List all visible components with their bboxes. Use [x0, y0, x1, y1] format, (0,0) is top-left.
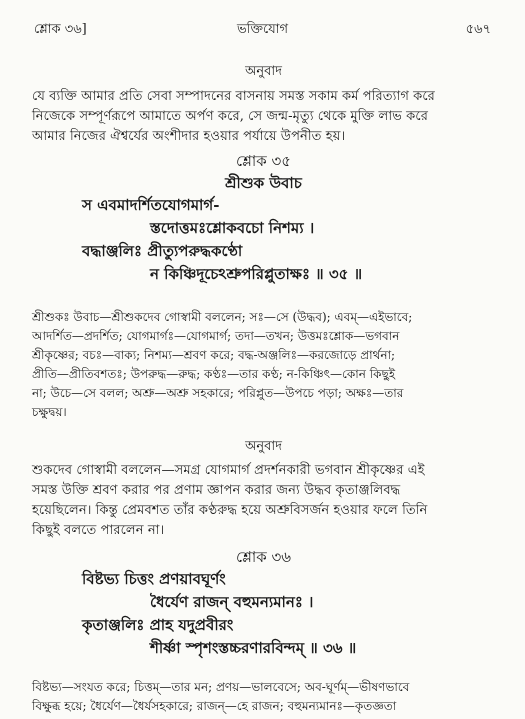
synonym-line: প্রীতি—প্রীতিবশতঃ; উপরুদ্ধ—রুদ্ধ; কণ্ঠঃ—তার কণ্ঠ; ন-কিঞ্চিৎ—কোন কিছুই	[32, 367, 396, 381]
synonym-line: শ্রীকৃষ্ণের; বচঃ—বাক্য; নিশম্য—শ্রবণ করে; বদ্ধ-অঞ্জলিঃ—করজোড়ে প্রার্থনা;	[32, 348, 396, 362]
translation-line: যে ব্যক্তি আমার প্রতি সেবা সম্পাদনের বাসনায় সমস্ত সকাম কর্ম পরিত্যাগ করে	[32, 89, 435, 104]
verse-line: স্তদোত্তমঃশ্লোকবচো নিশম্য ।	[150, 219, 315, 237]
synonym-line: বিষ্টভ্য—সংযত করে; চিত্তম্—তার মন; প্রণয়—ভালবেসে; অব-ঘূর্ণম্—ভীষণভাবে	[32, 680, 410, 694]
synonym-line: শ্রীশুকঃ উবাচ—শ্রীশুকদেব গোস্বামী বললেন; সঃ—সে (উদ্ধব); এবম্—এইভাবে;	[32, 310, 413, 324]
translation-line: হয়েছিলেন। কিন্তু প্রেমবশত তাঁর কণ্ঠরুদ্ধ হয়ে অশ্রুবিসর্জন হওয়ার ফলে তিনি	[32, 503, 428, 518]
translation-line: শুকদেব গোস্বামী বললেন—সমগ্র যোগমার্গ প্রদর্শনকারী ভগবান শ্রীকৃষ্ণের এই	[32, 463, 425, 478]
verse-35-section	[32, 150, 495, 286]
translation-heading: অনুবাদ	[245, 439, 282, 454]
verse-line: ন কিঞ্চিদূচেঽশ্রুপরিপ্লুতাক্ষঃ ॥ ৩৫ ॥	[150, 265, 363, 283]
header-verse-ref: শ্লোক ৩৬]	[34, 22, 87, 37]
verse-line: বদ্ধাঞ্জলিঃ প্রীত্যুপরুদ্ধকণ্ঠো	[82, 242, 243, 260]
header-chapter-title: ভক্তিযোগ	[236, 22, 289, 37]
verse-title: শ্লোক ৩৫	[236, 152, 291, 170]
verse-speaker: শ্রীশুক উবাচ	[225, 174, 302, 192]
verse-line: শীর্ষ্ণা স্পৃশংস্তচ্চরণারবিন্দম্ ॥ ৩৬ ॥	[150, 639, 357, 657]
synonym-line: চক্ষুদ্বয়।	[32, 405, 67, 419]
verse-line: ধৈর্যেণ রাজন্ বহুমন্যমানঃ ।	[150, 593, 314, 611]
translation-heading: অনুবাদ	[245, 64, 282, 79]
translation-line: নিজেকে সম্পূর্ণরূপে আমাতে অর্পণ করে, সে জন্ম-মৃত্যু থেকে মুক্তি লাভ করে	[32, 109, 428, 124]
translation-line: কিছুই বলতে পারলেন না।	[32, 523, 165, 538]
verse-line: স এবমাদর্শিতযোগমার্গ-	[82, 196, 220, 214]
synonyms-35-section	[32, 308, 495, 422]
running-header	[34, 20, 491, 40]
translation-line: আমার নিজের ঐশ্বর্যের অংশীদার হওয়ার পর্যায়ে উপনীত হয়।	[32, 129, 346, 144]
translation-section-2	[32, 437, 495, 541]
verse-line: কৃতাঞ্জলিঃ প্রাহ যদুপ্রবীরং	[82, 616, 234, 634]
translation-section-1	[32, 62, 495, 147]
header-page-number: ৫৬৭	[465, 22, 491, 37]
translation-line: সমস্ত উক্তি শ্রবণ করার পর প্রণাম জ্ঞাপন করার জন্য উদ্ধব কৃতাঞ্জলিবদ্ধ	[32, 483, 401, 498]
synonym-line: আদর্শিত—প্রদর্শিত; যোগমার্গঃ—যোগমার্গ; তদা—তখন; উত্তমঃশ্লোক—ভগবান	[32, 329, 400, 343]
verse-line: বিষ্টভ্য চিত্তং প্রণয়াবঘূর্ণং	[82, 570, 226, 588]
verse-title: শ্লোক ৩৬	[236, 548, 291, 566]
synonyms-36-section	[32, 678, 495, 716]
verse-36-section	[32, 546, 495, 660]
synonym-line: বিক্ষুব্ধ হয়ে; ধৈর্যেণ—ধৈর্যসহকারে; রাজন্—হে রাজন; বহুমন্যমানঃ—কৃতজ্ঞতা	[32, 699, 397, 713]
synonym-line: না; উচে—সে বলল; অশ্রু—অশ্রু সহকারে; পরিপ্লুত—উপচে পড়া; অক্ষঃ—তার	[32, 386, 404, 400]
